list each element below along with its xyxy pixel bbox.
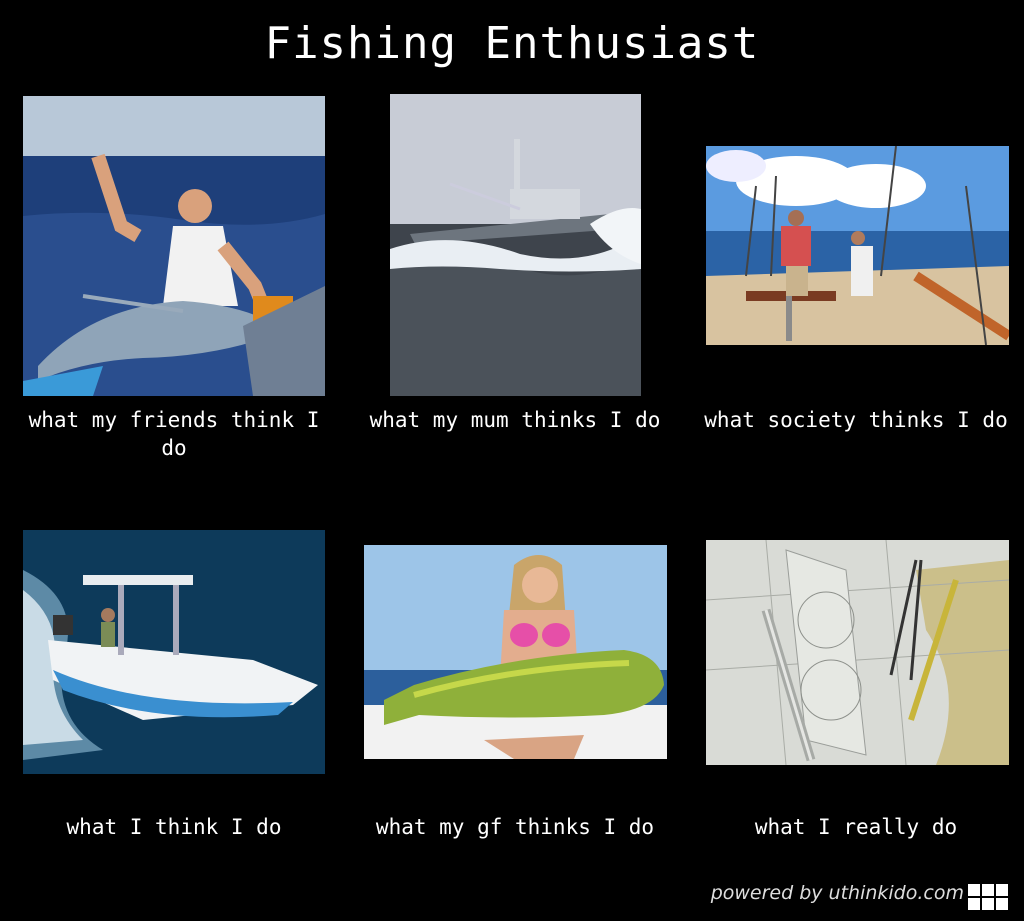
photo-gf-mahi — [364, 545, 667, 759]
caption-gf: what my gf thinks I do — [375, 815, 655, 839]
photo-really-chart — [706, 540, 1009, 765]
photo-society-deck — [706, 146, 1009, 345]
caption-society: what society thinks I do — [704, 408, 1008, 432]
photo-friends-marlin — [23, 96, 325, 396]
powered-by-link[interactable]: powered by uthinkido.com — [710, 882, 964, 904]
photo-i-think-speedboat — [23, 530, 325, 774]
caption-i-think: what I think I do — [66, 815, 282, 839]
caption-mum: what my mum thinks I do — [369, 408, 661, 432]
caption-friends: what my friends think I do — [28, 408, 320, 460]
caption-really: what I really do — [754, 815, 958, 839]
page-title: Fishing Enthusiast — [264, 18, 760, 69]
photo-mum-trawler — [390, 94, 641, 396]
grid-logo-icon[interactable] — [968, 884, 1008, 910]
